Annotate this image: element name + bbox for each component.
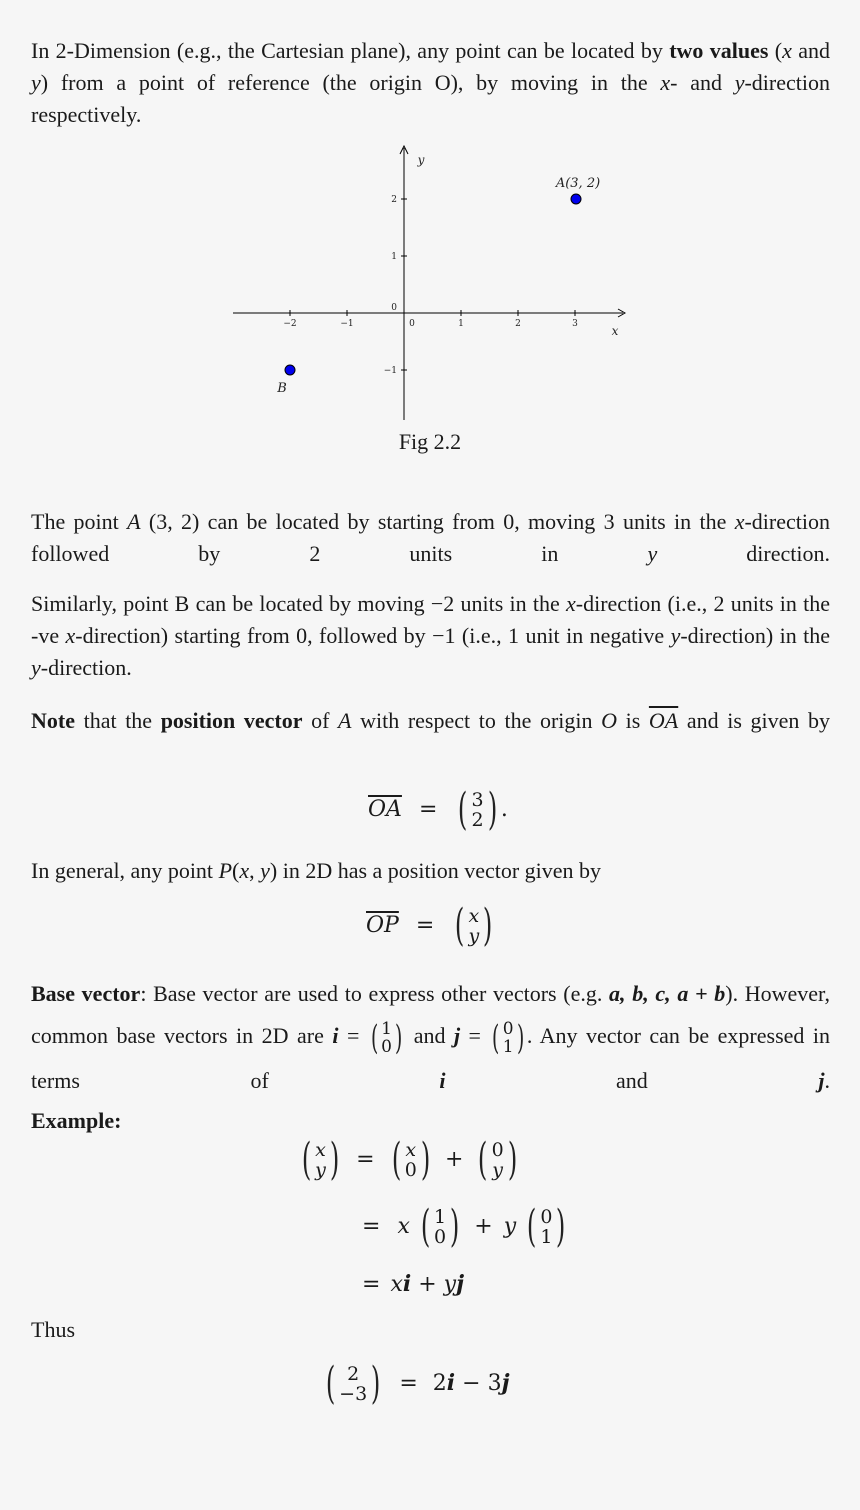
y-tick-label: 0	[391, 303, 397, 313]
point-b	[285, 365, 295, 375]
x-tick-label: −1	[340, 319, 354, 329]
point-a-label: A(3, 2)	[555, 176, 601, 191]
figure-caption: Fig 2.2	[398, 429, 462, 454]
x-tick-label: 1	[458, 319, 464, 329]
point-a	[571, 194, 581, 204]
x-tick-label: 3	[572, 319, 578, 329]
column-vector: ( 0 1)	[527, 1201, 566, 1252]
example-heading: Example:	[31, 1108, 122, 1133]
y-tick-label: −1	[383, 366, 397, 376]
base-vector-paragraph: Base vector: Base vector are used to express other vectors (e.g. a, b, c, a + b). However, common base vectors in 2D are i = ( 1 0) and j = ( 0 1) . Any vector can be expressed in terms of i and j.	[31, 981, 831, 1093]
note-paragraph: Note that the position vector of A with respect to the origin O is $\overline{OA}$ and is given by	[31, 708, 830, 733]
column-vector: ( 3 2)	[458, 784, 497, 835]
column-vector: ( 1 0)	[420, 1201, 460, 1252]
thus-label: Thus	[31, 1317, 75, 1342]
locate-paragraph: The point A (3, 2) can be located by starting from 0, moving 3 units in the x-direction followed by 2 units in y direction.	[31, 509, 830, 566]
point-b-label: B	[277, 381, 287, 396]
x-tick-label: −2	[283, 319, 297, 329]
x-tick-label: 0	[409, 319, 415, 329]
op-equation: $\overline{OP}$ = ( x y)	[366, 904, 496, 948]
column-vector: ( x y)	[455, 900, 493, 951]
example-line-2: = x ( 1 0) + y ( 0 1)	[362, 1205, 570, 1249]
column-vector: ( 0 1)	[492, 1017, 524, 1058]
column-vector: ( 1 0)	[370, 1017, 403, 1058]
thus-equation: ( 2 −3) = 2i − 3j	[322, 1362, 510, 1406]
column-vector: ( x y)	[301, 1134, 340, 1185]
oa-equation: $\overline{OA}$ = ( 3 2) .	[368, 784, 508, 835]
y-tick-label: 2	[391, 195, 397, 205]
x-tick-label: 2	[515, 319, 521, 329]
similarly-paragraph: Similarly, point B can be located by moving −2 units in the x-direction (i.e., 2 units in the -ve x-direction) starting from 0, followed by −1 (i.e., 1 unit in negative y-direction) in the y-direction.	[31, 591, 831, 680]
example-line-3: = xi + yj	[362, 1271, 465, 1297]
y-axis-label: y	[417, 153, 425, 167]
x-axis-label: x	[611, 324, 619, 338]
column-vector: ( 0 y )	[478, 1134, 517, 1185]
cartesian-plane-figure	[0, 140, 860, 430]
y-tick-label: 1	[391, 252, 397, 262]
example-line-1: ( x y) = ( x 0) + ( 0 y )	[298, 1138, 521, 1182]
intro-paragraph: In 2-Dimension (e.g., the Cartesian plane), any point can be located by two values (x and y) from a point of reference (the origin O), by moving in the x- and y-direction respectively.	[31, 38, 831, 127]
general-paragraph: In general, any point P(x, y) in 2D has a position vector given by	[31, 858, 602, 883]
column-vector: ( 2 −3)	[325, 1358, 381, 1409]
column-vector: ( x 0)	[391, 1134, 431, 1185]
